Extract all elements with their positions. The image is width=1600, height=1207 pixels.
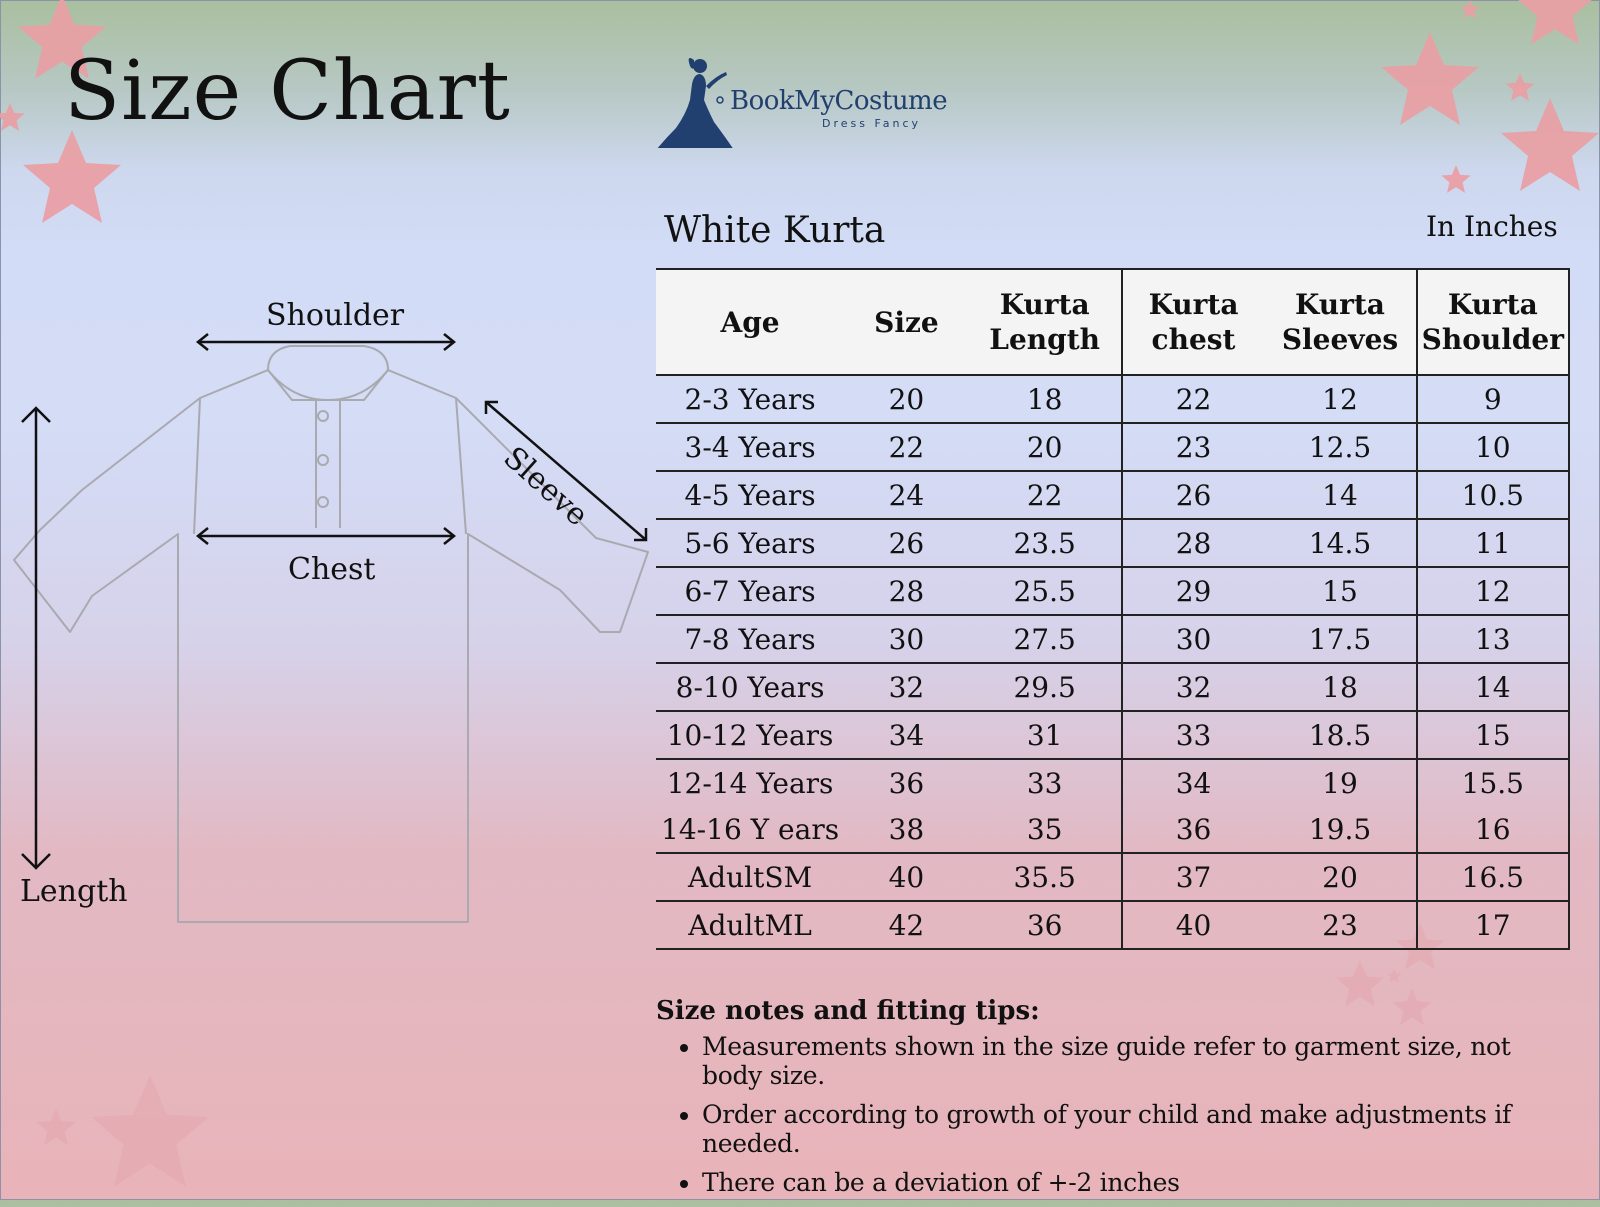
table-cell: AdultSM (656, 853, 844, 901)
table-cell: 5-6 Years (656, 519, 844, 567)
table-cell: 32 (844, 663, 968, 711)
star-icon (36, 1108, 75, 1145)
column-header: Kurta Shoulder (1417, 269, 1569, 375)
length-label: Length (20, 874, 128, 909)
brand-name: BookMyCostume (730, 86, 948, 116)
column-header: Kurta chest (1122, 269, 1265, 375)
table-cell: 36 (969, 901, 1122, 949)
table-cell: 23 (1264, 901, 1416, 949)
table-row (656, 471, 1569, 519)
table-cell: 15 (1264, 567, 1416, 615)
table-cell: 16 (1417, 806, 1569, 853)
star-icon (1505, 73, 1534, 101)
table-cell: 32 (1122, 663, 1265, 711)
column-header: Age (656, 269, 844, 375)
table-cell: 15.5 (1417, 759, 1569, 806)
table-cell: 25.5 (969, 567, 1122, 615)
list-item: • Measurements shown in the size guide refer to garment size, not body size. (702, 1032, 1576, 1090)
table-cell: 27.5 (969, 615, 1122, 663)
table-cell: 26 (844, 519, 968, 567)
table-header-row (656, 269, 1569, 375)
table-cell: 20 (969, 423, 1122, 471)
star-icon (1516, 0, 1594, 44)
lady-in-gown-icon (656, 52, 736, 148)
table-cell: 10-12 Years (656, 711, 844, 759)
table-cell: 29.5 (969, 663, 1122, 711)
size-table (656, 268, 1570, 950)
column-header: Size (844, 269, 968, 375)
table-cell: 12.5 (1264, 423, 1416, 471)
table-cell: 33 (1026, 766, 1063, 800)
table-cell: 22 (844, 423, 968, 471)
table-cell: 24 (844, 471, 968, 519)
table-cell: 29 (1122, 567, 1265, 615)
column-header: Kurta Length (969, 269, 1122, 375)
list-item: • Order according to growth of your child and make adjustments if needed. (702, 1100, 1576, 1158)
table-cell: 36 (1122, 806, 1265, 853)
shoulder-label: Shoulder (266, 298, 405, 333)
chest-label: Chest (288, 552, 376, 587)
table-cell: 2-3 Years (656, 375, 844, 423)
table-cell: 23.5 (969, 519, 1122, 567)
table-row (656, 711, 1569, 759)
table-cell: 36 (888, 766, 925, 800)
table-cell: 16.5 (1417, 853, 1569, 901)
table-cell: 12 (1417, 567, 1569, 615)
table-cell: 3-4 Years (656, 423, 844, 471)
table-cell: 28 (844, 567, 968, 615)
table-cell: 9 (1417, 375, 1569, 423)
table-cell: 19.5 (1264, 806, 1416, 853)
table-cell: 40 (844, 853, 968, 901)
table-cell: 6-7 Years (656, 567, 844, 615)
table-cell: 12-14 Years (666, 766, 834, 800)
table-cell: 15 (1417, 711, 1569, 759)
list-item: • There can be a deviation of +-2 inches (702, 1168, 1576, 1197)
table-cell: 20 (844, 375, 968, 423)
table-cell: 10.5 (1417, 471, 1569, 519)
table-cell: 18 (1264, 663, 1416, 711)
table-row (656, 806, 1569, 853)
page-title: Size Chart (64, 44, 511, 139)
table-row (656, 663, 1569, 711)
star-icon (1387, 969, 1402, 983)
star-icon (23, 130, 121, 223)
star-icon (0, 103, 25, 131)
table-cell: 33 (1122, 711, 1265, 759)
table-cell: 23 (1122, 423, 1265, 471)
table-row (656, 375, 1569, 423)
star-icon (91, 1075, 209, 1187)
table-cell: 4-5 Years (656, 471, 844, 519)
table-cell: 42 (844, 901, 968, 949)
table-cell: 13 (1417, 615, 1569, 663)
table-cell: 17.5 (1264, 615, 1416, 663)
table-cell: 38 (844, 806, 968, 853)
table-row (656, 519, 1569, 567)
table-cell: 35 (969, 806, 1122, 853)
table-cell: 20 (1264, 853, 1416, 901)
table-cell: 28 (1122, 519, 1265, 567)
star-icon (1501, 98, 1599, 191)
table-cell: 14-16 Y ears (656, 806, 844, 853)
table-row (656, 567, 1569, 615)
star-icon (1460, 0, 1480, 19)
table-cell: 40 (1122, 901, 1265, 949)
table-row (656, 901, 1569, 949)
star-icon (1381, 32, 1479, 125)
table-cell: 19 (1322, 766, 1358, 800)
table-cell: 10 (1417, 423, 1569, 471)
table-cell: 14 (1264, 471, 1416, 519)
product-name: White Kurta (664, 210, 886, 251)
table-cell: AdultML (656, 901, 844, 949)
column-header: Kurta Sleeves (1264, 269, 1416, 375)
table-cell: 14.5 (1264, 519, 1416, 567)
table-cell: 7-8 Years (656, 615, 844, 663)
table-cell: 22 (969, 471, 1122, 519)
table-cell: 18.5 (1264, 711, 1416, 759)
table-body (656, 375, 1569, 949)
notes-list (656, 1032, 1576, 1197)
brand-tagline: Dress Fancy (822, 117, 922, 130)
table-row (656, 759, 1569, 806)
table-cell: 37 (1122, 853, 1265, 901)
table-cell: 14 (1417, 663, 1569, 711)
table-cell: 30 (1122, 615, 1265, 663)
table-cell: 18 (969, 375, 1122, 423)
table-cell: 17 (1417, 901, 1569, 949)
table-cell: 22 (1122, 375, 1265, 423)
table-cell: 8-10 Years (656, 663, 844, 711)
table-cell: 31 (969, 711, 1122, 759)
table-row (656, 615, 1569, 663)
table-cell: 34 (844, 711, 968, 759)
unit-label: In Inches (1426, 210, 1558, 243)
size-notes (656, 996, 1576, 1207)
table-cell: 11 (1417, 519, 1569, 567)
kurta-outline (0, 290, 660, 930)
table-cell: 34 (1122, 759, 1265, 806)
table-cell: 12 (1264, 375, 1416, 423)
table-cell: 26 (1122, 471, 1265, 519)
table-row (656, 853, 1569, 901)
brand-logo[interactable] (656, 52, 948, 148)
table-cell: 35.5 (969, 853, 1122, 901)
star-icon (1441, 165, 1470, 193)
kurta-diagram (0, 290, 660, 930)
table-row (656, 423, 1569, 471)
table-cell: 30 (844, 615, 968, 663)
notes-heading: Size notes and fitting tips: (656, 996, 1040, 1026)
sleeve-label: Sleeve (496, 440, 595, 534)
